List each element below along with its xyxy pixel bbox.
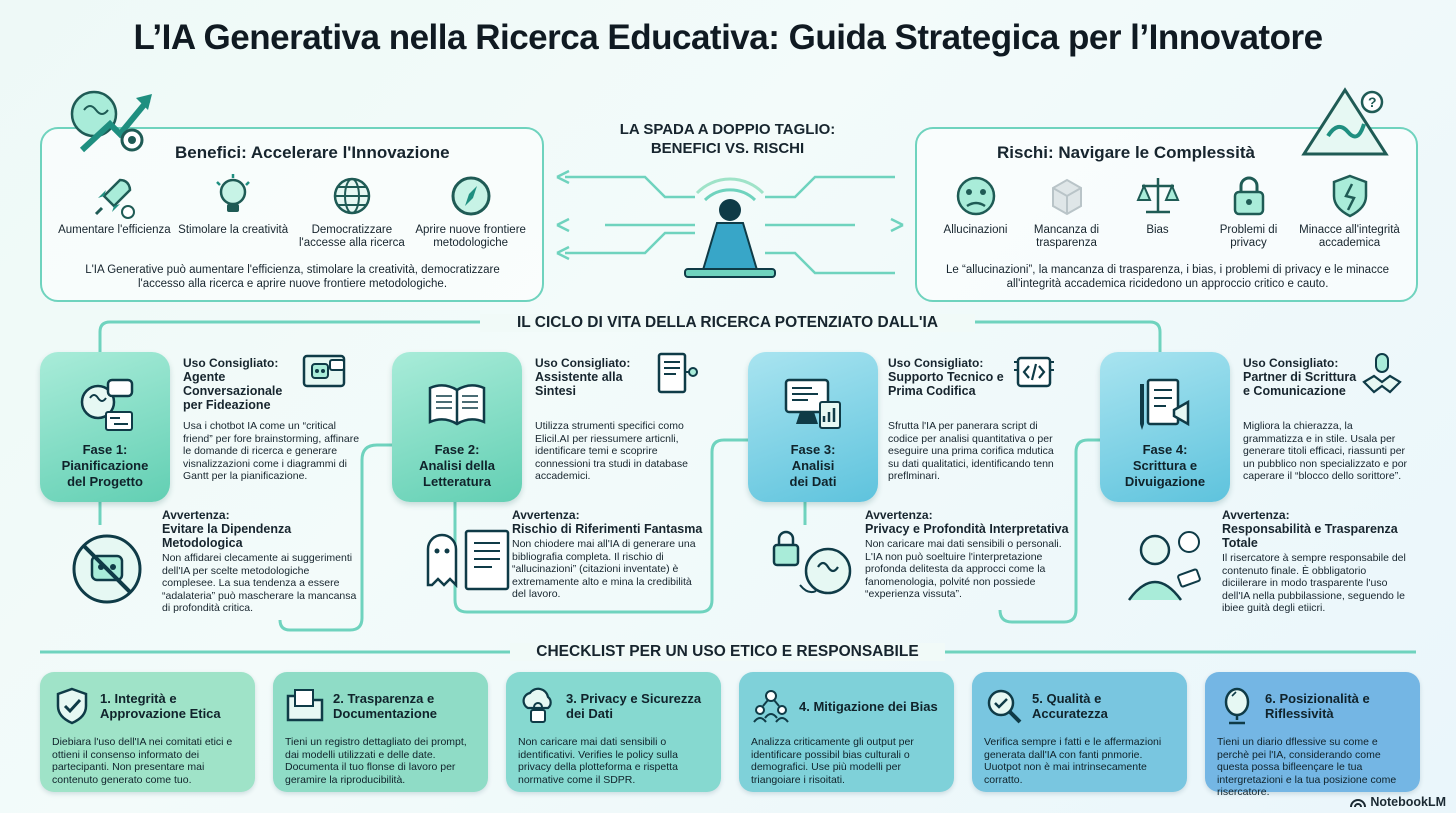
checklist-card-quality: 5. Qualità e Accuratezza Verifica sempre i fatti e le affermazioni generata dall'IA con fanti pnmorie. Uuotpot non è mai intrinsecamente corratto. xyxy=(972,672,1187,792)
notebooklm-brand: NotebookLM xyxy=(1350,795,1446,809)
researcher-icon xyxy=(1125,528,1205,604)
lightbulb-icon xyxy=(209,172,257,220)
broken-shield-icon xyxy=(1326,172,1374,220)
ghost-document-icon xyxy=(420,525,516,595)
phase-1-warning: Avvertenza: Evitare la Dipendenza Metodologica Non affidarei clecamente ai suggerimenti dell'IA per scelte metodologiche complesee. La sua tendenza a essere “adalateria” può mascherare la mancansa di profondità critica. xyxy=(162,508,357,614)
checklist-card-integrity: 1. Integrità e Approvazione Etica Diebiara l'uso dell'IA nei comitati etici e ottieni il consenso informato dei partecipanti. Non presentare mai contenuto generato come tuo. xyxy=(40,672,255,792)
scale-icon xyxy=(1134,172,1182,220)
monitor-chart-icon xyxy=(782,374,844,436)
lock-brain-icon xyxy=(770,525,860,601)
benefit-efficiency: Aumentare l'efficienza xyxy=(55,172,174,250)
phase-1-advice: Uso Consigliato: Agente Conversazionale per Fideazione xyxy=(183,356,283,412)
risks-title: Rischi: Navigare le Complessità xyxy=(997,143,1255,162)
confused-face-icon xyxy=(952,172,1000,220)
benefits-icon-row xyxy=(55,172,530,250)
lifecycle-heading: IL CICLO DI VITA DELLA RICERCA POTENZIATO DALL'IA xyxy=(480,314,975,332)
risk-privacy: Problemi di privacy xyxy=(1204,172,1294,250)
magnifier-check-icon xyxy=(984,686,1024,726)
pen-document-megaphone-icon xyxy=(1134,374,1196,436)
benefit-frontiers: Aprire nuove frontiere metodologiche xyxy=(411,172,530,250)
benefits-text: L'IA Generative può aumentare l'efficienza, stimolare la creatività, democratizzare l'accesso alla ricerca e aprire nuove frontiere metodologiche. xyxy=(85,264,500,290)
phase-2-advice-text: Utilizza strumenti specifici como Elicil.AI per riessumere articnli, identificare temi e scoprire connessioni tra studi in database accademici. xyxy=(535,420,688,482)
brain-chat-icon xyxy=(74,374,136,436)
document-network-icon xyxy=(655,352,699,396)
phase-1-advice-text: Usa i chotbot IA come un “critical friend” per fore brainstorming, affinare le domande di ricerca e generare visnalizzazioni come i diagrammi di Gantt per la pianificazione. xyxy=(183,420,360,482)
checklist-card-bias: 4. Mitigazione dei Bias Analizza criticamente gli output per identificare possibil bias culturali o demografici. Use più modelli per triangoiare i risoitati. xyxy=(739,672,954,792)
chatbot-robot-icon xyxy=(302,352,346,396)
checklist-card-positionality: 6. Posizionalità e Riflessività Tieni un diario dflessive su come e perchè pei l'IA, considerando come questa possa bifleençare le tua intergretazioni e la tua posizione come risercatore. xyxy=(1205,672,1420,792)
risk-hallucinations: Allucinazioni xyxy=(931,172,1021,250)
mirror-icon xyxy=(1217,686,1257,726)
compass-icon xyxy=(447,172,495,220)
folder-icon xyxy=(285,686,325,726)
no-robot-icon xyxy=(68,530,146,608)
checklist-heading: CHECKLIST PER UN USO ETICO E RESPONSABILE xyxy=(510,643,945,661)
phase-4-advice: Uso Consigliato: Partner di Scrittura e Comunicazione xyxy=(1243,356,1357,398)
blurred-cube-icon xyxy=(1043,172,1091,220)
risk-bias: Bias xyxy=(1113,172,1203,250)
phase-3-advice-text: Sfrutta l'IA per panerara script di codice per analisi quantitativa o per eseguire una prima corifica mdutica su dati qualitatici, identificando tenn preflminari. xyxy=(888,420,1054,482)
warning-triangle-icon xyxy=(1300,86,1390,158)
cloud-lock-icon xyxy=(518,686,558,726)
sword-heading: LA SPADA A DOPPIO TAGLIO: BENEFICI VS. RISCHI xyxy=(619,121,836,157)
rocket-icon xyxy=(90,172,138,220)
shield-check-icon xyxy=(52,686,92,726)
phase-3-advice: Uso Consigliato: Supporto Tecnico e Prima Codifica xyxy=(888,356,1004,398)
phase-3-warning: Avvertenza: Privacy e Profondità Interpretativa Non caricare mai dati sensibili o personali. L'IA non può soeltuire l'interpretazione profonda delitesta da approcci come la fanomenologia, polvité non possiede “experienza vissuta”. xyxy=(865,508,1069,600)
open-book-icon xyxy=(426,374,488,436)
people-network-icon xyxy=(751,686,791,726)
risk-integrity: Minacce all'integrità accademica xyxy=(1295,172,1405,250)
globe-icon xyxy=(328,172,376,220)
checklist-cards xyxy=(40,672,1420,798)
brain-growth-icon xyxy=(62,80,162,160)
code-window-icon xyxy=(1012,352,1056,396)
phase-2-advice: Uso Consigliato: Assistente alla Sintesi xyxy=(535,356,631,398)
lock-icon xyxy=(1225,172,1273,220)
checklist-card-transparency: 2. Trasparenza e Documentazione Tieni un registro dettagliato dei prompt, dai modelli utilizzati e delle date. Documenta il tuo flonse di lavoro per geramire la riproducibilità. xyxy=(273,672,488,792)
phase-4-box: Fase 4: Scrittura e Divuigazione xyxy=(1100,352,1230,502)
phase-2-box: Fase 2: Analisi della Letteratura xyxy=(392,352,522,502)
svg-text:?: ? xyxy=(1368,94,1377,110)
risk-transparency: Mancanza di trasparenza xyxy=(1022,172,1112,250)
page-title: L’IA Generativa nella Ricerca Educativa: Guida Strategica per l’Innovatore xyxy=(133,18,1323,57)
benefits-title: Benefici: Accelerare l'Innovazione xyxy=(175,143,450,162)
notebooklm-logo-icon xyxy=(1350,796,1366,808)
phase-3-box: Fase 3: Analisi dei Dati xyxy=(748,352,878,502)
risks-icon-row xyxy=(930,172,1405,250)
phase-4-warning: Avvertenza: Responsabilità e Trasparenza Totale Il risercatore à sempre responsabile del contenuto finale. È obbligatorio diciilerare in modo trasparente l'uso dell'IA nella pubbilassione, seguendo le ibiee guità degli etiicri. xyxy=(1222,508,1406,614)
phase-2-warning: Avvertenza: Rischio di Riferimenti Fantasma Non chiodere mai all'IA di generare una bibliografia completa. Il rischio di “allucinazioni” (citazioni inventate) è extremamente alto e mina la credibilità del lavoro. xyxy=(512,508,703,600)
phase-1-box: Fase 1: Pianificazione del Progetto xyxy=(40,352,170,502)
ai-beacon-icon xyxy=(545,165,915,285)
checklist-card-privacy: 3. Privacy e Sicurezza dei Dati Non caricare mai dati sensibili o identificativi. Verifies le policy sulla privacy della plotteforma e rispetta normative come il SDPR. xyxy=(506,672,721,792)
phase-4-advice-text: Migliora la chierazza, la grammatizza e in stile. Usala per generare titoli efficaci, riassunti per un pubblico non specializzato e por caperare il “blocco dello sorittore”. xyxy=(1243,420,1408,482)
risks-text: Le “allucinazioni”, la mancanza di trasparenza, i bias, i problemi di privacy e le minacce all'integrità accademica ricidedono un approccio critico e cauto. xyxy=(946,264,1389,290)
benefit-democratize: Democratizzare l'accesse alla ricerca xyxy=(293,172,412,250)
benefit-creativity: Stimolare la creatività xyxy=(174,172,293,250)
handshake-microphone-icon xyxy=(1360,352,1404,396)
